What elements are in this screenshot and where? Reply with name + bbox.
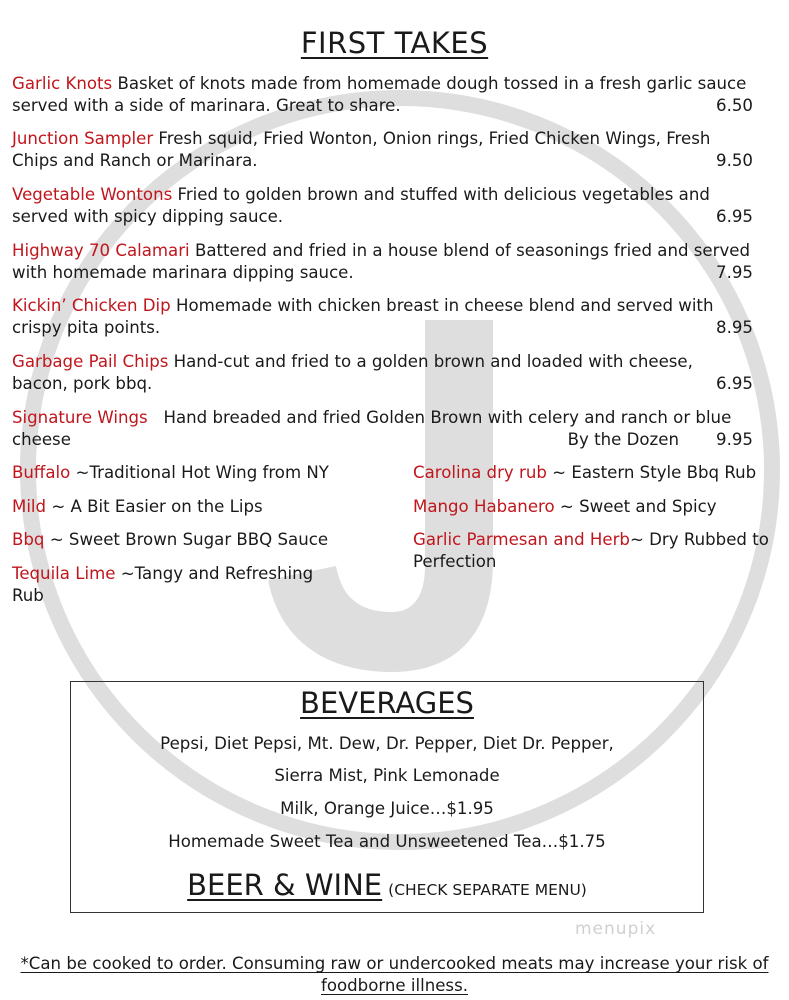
menu-item-price: 6.95 <box>716 207 753 226</box>
beer-wine-title: BEER & WINE <box>187 868 383 902</box>
menu-item-price: 9.95 <box>716 430 753 449</box>
menu-item-price: 7.95 <box>716 263 753 282</box>
menu-item <box>12 128 753 172</box>
wing-flavor <box>12 563 342 607</box>
section-title-first-takes: FIRST TAKES <box>300 26 489 60</box>
wing-flavor-name: Mango Habanero <box>413 497 555 516</box>
wing-flavor-description: ~Traditional Hot Wing from NY <box>70 463 329 482</box>
wing-flavor <box>12 529 372 551</box>
food-safety-disclaimer: *Can be cooked to order. Consuming raw or undercooked meats may increase your risk of foodborne illness. <box>20 954 769 995</box>
wing-flavor-name: Mild <box>12 497 47 516</box>
menu-item <box>12 407 753 451</box>
menu-item-name: Kickin’ Chicken Dip <box>12 296 171 315</box>
wing-flavor-description: ~ Sweet and Spicy <box>554 497 717 516</box>
menu-item-price: 8.95 <box>716 318 753 337</box>
menu-item <box>12 295 753 339</box>
wing-flavor-name: Tequila Lime <box>12 564 116 583</box>
menu-item-description: Fresh squid, Fried Wonton, Onion rings, Fried Chicken Wings, Fresh Chips and Ranch or Marinara. <box>12 129 711 170</box>
beverage-line: Milk, Orange Juice…$1.95 <box>280 799 494 818</box>
wing-flavor <box>413 496 783 518</box>
menu-item-description: Hand-cut and fried to a golden brown and loaded with cheese, bacon, pork bbq. <box>12 352 693 393</box>
menu-item-price: 6.95 <box>716 374 753 393</box>
menu-item <box>12 184 753 228</box>
menu-item-description: Fried to golden brown and stuffed with delicious vegetables and served with spicy dipping sauce. <box>12 185 710 226</box>
section-title-beverages: BEVERAGES <box>300 686 474 720</box>
beverage-line: Homemade Sweet Tea and Unsweetened Tea…$1.75 <box>168 832 606 851</box>
beverages-box <box>70 681 704 913</box>
menu-item-description: Hand breaded and fried Golden Brown with celery and ranch or blue cheese <box>12 408 737 449</box>
menu-item-name: Junction Sampler <box>12 129 154 148</box>
wing-flavor-description: ~ A Bit Easier on the Lips <box>46 497 263 516</box>
beverage-line: Sierra Mist, Pink Lemonade <box>274 766 500 785</box>
beer-wine-line <box>71 868 703 902</box>
wing-flavor <box>413 462 783 484</box>
menu-item-portion: By the Dozen <box>567 430 679 449</box>
wing-flavor-description: ~ Sweet Brown Sugar BBQ Sauce <box>44 530 329 549</box>
wing-flavor-description: ~ Dry Rubbed to Perfection <box>413 530 769 571</box>
beer-wine-note: (CHECK SEPARATE MENU) <box>388 881 587 899</box>
wing-flavor <box>12 496 372 518</box>
beverage-line: Pepsi, Diet Pepsi, Mt. Dew, Dr. Pepper, Diet Dr. Pepper, <box>160 734 614 753</box>
wing-flavor <box>413 529 773 573</box>
menu-item <box>12 73 753 117</box>
menu-item-price: 6.50 <box>716 96 753 115</box>
menu-item-name: Garbage Pail Chips <box>12 352 169 371</box>
menu-item-description: Basket of knots made from homemade dough tossed in a fresh garlic sauce served with a side of marinara. Great to share. <box>12 74 747 115</box>
wing-flavor <box>12 462 372 484</box>
menu-item-name: Vegetable Wontons <box>12 185 173 204</box>
wing-flavor-name: Garlic Parmesan and Herb <box>413 530 630 549</box>
wing-flavor-name: Carolina dry rub <box>413 463 547 482</box>
menu-item <box>12 351 753 395</box>
menu-item-price: 9.50 <box>716 151 753 170</box>
menu-item-description: Battered and fried in a house blend of seasonings fried and served with homemade marinara dipping sauce. <box>12 241 751 282</box>
wing-flavor-description: ~Tangy and Refreshing Rub <box>12 564 314 605</box>
menu-item-description: Homemade with chicken breast in cheese blend and served with crispy pita points. <box>12 296 714 337</box>
menu-item-name: Garlic Knots <box>12 74 113 93</box>
menu-item-name: Highway 70 Calamari <box>12 241 190 260</box>
wing-flavor-description: ~ Eastern Style Bbq Rub <box>546 463 757 482</box>
wing-flavor-name: Buffalo <box>12 463 71 482</box>
menu-item <box>12 240 753 284</box>
wing-flavor-name: Bbq <box>12 530 45 549</box>
menupix-watermark: menupix <box>575 919 657 939</box>
menu-item-name: Signature Wings <box>12 408 148 427</box>
